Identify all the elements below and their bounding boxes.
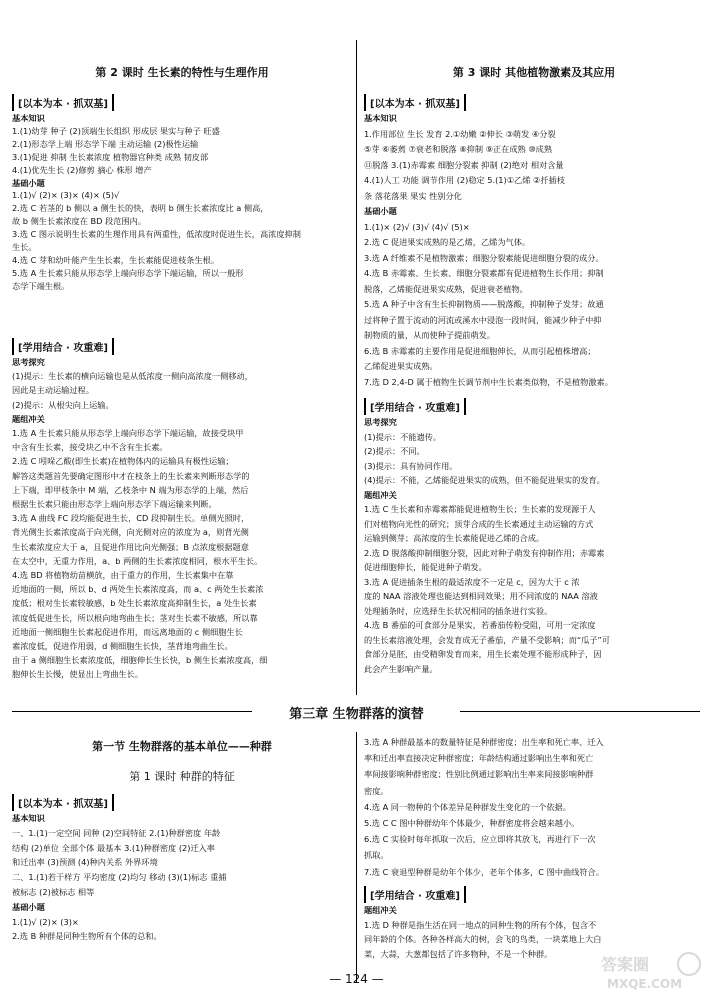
text-line: 由于 a 侧细胞生长素浓度低，细胞伸长生长快，b 侧生长素浓度高，细: [12, 655, 268, 666]
text-line: 2.(1)形态学上端 形态学下端 主动运输 (2)极性运输: [12, 138, 199, 149]
text-line: 5.选 A 生长素只能从形态学上端向形态学下端运输，所以一般形: [12, 267, 244, 278]
text-line: 4.选 A 同一物种的个体差异是种群发生变化的一个依据。: [364, 801, 571, 812]
chapter-title: 第三章 生物群落的演替: [289, 707, 424, 722]
section-header-basics-left: [以本为本 · 抓双基]: [12, 94, 114, 111]
text-line: 3.(1)促进 抑制 生长素浓度 植物器官种类 成熟 韧皮部: [12, 151, 209, 162]
lesson-title-bottom: 第 1 课时 种群的特征: [129, 770, 235, 783]
text-line: 上下端，即甲枝条中 M 端，乙枝条中 N 端为形态学的上端，然后: [12, 484, 249, 495]
subheading: 基本知识: [364, 113, 397, 123]
text-line: 1.(1)√ (2)× (3)× (4)× (5)√: [12, 190, 120, 201]
text-line: (3)提示：具有协同作用。: [364, 460, 458, 471]
column-divider-bottom: [356, 732, 357, 982]
text-line: 一、1.(1)一定空间 同种 (2)空间特征 2.(1)种群密度 年龄: [12, 827, 221, 838]
text-line: 4.(1)优先生长 (2)修剪 摘心 株形 增产: [12, 164, 152, 175]
text-line: 1.选 C 生长素和赤霉素都能促进植物生长；生长素的发现源于人: [364, 504, 596, 514]
text-line: 近地面一侧细胞生长素起促进作用，而远离地面的 c 侧细胞生长: [12, 626, 243, 637]
text-line: ⑤芽 ⑥萎蔫 ⑦衰老和脱落 ⑧抑制 ⑨正在成熟 ⑩成熟: [364, 144, 553, 154]
text-line: 7.选 C 衰退型种群是幼年个体少，老年个体多，C 图中曲线符合。: [364, 866, 604, 877]
text-line: (4)提示：不能，乙烯能促进果实的成熟，但不能促进果实的发育。: [364, 475, 605, 485]
svg-text:MXQE.COM: MXQE.COM: [607, 977, 683, 991]
text-line: 2.选 C 促进果实成熟的是乙烯，乙烯为气体。: [364, 237, 531, 247]
text-line: 食部分是胚，由受精卵发育而来，用生长素处理不能形成种子，因: [364, 649, 602, 659]
text-line: 1.(1)× (2)√ (3)√ (4)√ (5)×: [364, 221, 470, 232]
text-line: 5.选 C C 图中种群幼年个体最少，种群密度将会越来越小。: [364, 818, 580, 828]
text-line: 此会产生影响产量。: [364, 663, 438, 674]
text-line: 4.选 C 芽和幼叶能产生生长素，生长素能促进枝条生根。: [12, 254, 220, 265]
text-line: 故 b 侧生长素浓度在 BD 段范围内。: [12, 216, 146, 227]
text-line: (2)提示：从根尖向上运输。: [12, 399, 114, 410]
text-line: 3.选 A 纤维素不是植物激素；细胞分裂素能促进细胞分裂的成分。: [364, 252, 604, 263]
text-line: 3.选 C 图示说明生长素的生理作用具有两重性，低浓度时促进生长，高浓度抑制: [12, 229, 301, 240]
text-line: 同年龄的个体。各种各样高大的树，会飞的鸟类，一块菜地上大白: [364, 934, 602, 944]
text-line: 条 落花落果 果实 性别分化: [364, 190, 462, 201]
section-header-practice-bottom: [学用结合 · 攻重难]: [364, 886, 466, 903]
text-line: 6.选 C 实验时每年抓取一次后，应立即将其放飞，再进行下一次: [364, 834, 596, 845]
section-header-basics-right: [以本为本 · 抓双基]: [364, 94, 466, 111]
text-line: 胞伸长生长慢，使显出上弯曲生长。: [12, 669, 144, 680]
text-line: 4.选 B 番茄的可食部分是果实，若番茄传粉受阻，可用一定浓度: [364, 620, 596, 630]
subheading: 基本知识: [12, 813, 45, 823]
subheading: 基础小题: [364, 206, 397, 216]
text-line: 7.选 D 2,4-D 属于植物生长调节剂中生长素类似物，不是植物激素。: [364, 376, 613, 387]
text-line: 制物质的量，从而使种子提前萌发。: [364, 330, 496, 340]
text-line: 处理插条时，应选择生长状况相同的插条进行实验。: [364, 605, 553, 616]
text-line: 密度。: [364, 785, 389, 796]
text-line: 4.(1)人工 功能 调节作用 (2)稳定 5.(1)①乙烯 ②扦插枝: [364, 175, 565, 185]
text-line: 促进细胞伸长，能促进种子萌发。: [364, 562, 487, 572]
subheading: 基本知识: [12, 113, 45, 123]
text-line: 解答这类题首先要确定图形中才在枝条上的生长素来判断形态学的: [12, 470, 250, 481]
watermark-logo: [597, 950, 707, 994]
text-line: (1)提示：不能遗传。: [364, 431, 442, 442]
lesson-title-left: 第 2 课时 生长素的特性与生理作用: [95, 66, 269, 79]
text-line: 因此是主动运输过程。: [12, 385, 94, 396]
text-line: 态学下端生根。: [12, 280, 70, 291]
svg-text:答案圈: 答案圈: [601, 955, 650, 974]
section-header-practice-right: [学用结合 · 攻重难]: [364, 398, 466, 415]
text-line: 1.选 A 生长素只能从形态学上端向形态学下端运输，故接受块甲: [12, 428, 244, 438]
text-line: 近地面的一侧，所以 b、d 两处生长素浓度高，而 a、c 两处生长素浓: [12, 584, 264, 595]
subheading: 思考探究: [12, 357, 45, 367]
section-header-practice-left: [学用结合 · 攻重难]: [12, 338, 114, 355]
text-line: 素浓度低，促进作用弱，d 侧细胞生长快，茎背地弯曲生长。: [12, 641, 233, 651]
text-line: 浓度低促进生长，所以根向地弯曲生长；茎对生长素不敏感，所以靠: [12, 612, 258, 623]
text-line: 被标志 (2)被标志 相等: [12, 887, 95, 897]
text-line: 5.选 A 种子中含有生长抑制物质——脱落酸，抑制种子发芽；故通: [364, 299, 604, 309]
lesson-title-right: 第 3 课时 其他植物激素及其应用: [452, 66, 616, 79]
subheading: 题组冲关: [12, 413, 45, 424]
subheading: 思考探究: [364, 417, 397, 427]
text-line: 抓取。: [364, 850, 389, 861]
text-line: 运输到侧芽；高浓度的生长素能促进乙烯的合成。: [364, 533, 545, 543]
text-line: 生长素浓度应大于 a，且促进作用比向光侧强；B 点浓度根据题意: [12, 541, 249, 552]
text-line: 4.选 B 赤霉素、生长素、细胞分裂素都有促进植物生长作用；抑制: [364, 268, 604, 278]
text-line: 二、1.(1)若干样方 平均密度 (2)均匀 移动 (3)(1)标志 重捕: [12, 872, 227, 883]
text-line: 2.选 C 吲哚乙酸(即生长素)在植物体内的运输具有极性运输；: [12, 456, 234, 467]
text-line: 率和迁出率直接决定种群密度；年龄结构通过影响出生率和死亡: [364, 753, 594, 764]
text-line: 的生长素溶液处理，会发育成无子番茄，产量不受影响；而“瓜子”可: [364, 634, 610, 645]
text-line: 过将种子置于流动的河流或溪水中浸泡一段时间，能减少种子中抑: [364, 314, 602, 325]
text-line: (2)提示：不同。: [364, 446, 425, 456]
text-line: 6.选 B 赤霉素的主要作用是促进细胞伸长，从而引起植株增高；: [364, 345, 596, 356]
subheading: 题组冲关: [364, 489, 397, 500]
text-line: 2.选 C 若茎的 b 侧以 a 侧生长的快，表明 b 侧生长素浓度比 a 侧高，: [12, 203, 269, 214]
text-line: 和迁出率 (3)预测 (4)种内关系 外界环境: [12, 857, 158, 868]
text-line: 根据生长素只能由形态学上端向形态学下端运输来判断。: [12, 499, 217, 509]
section-header-basics-bottom: [以本为本 · 抓双基]: [12, 794, 114, 811]
section-title: 第一节 生物群落的基本单位——种群: [92, 740, 272, 753]
text-line: 4.选 BD 将植物幼苗横放，由于重力的作用，生长素集中在靠: [12, 570, 234, 580]
text-line: 2.选 B 种群是同种生物所有个体的总和。: [12, 931, 162, 942]
text-line: (1)提示：生长素的横向运输也是从低浓度一侧向高浓度一侧移动，: [12, 371, 253, 382]
text-line: 中含有生长素，接受块乙中不含有生长素。: [12, 442, 168, 453]
text-line: 背光侧生长素浓度高于向光侧，向光侧对应的浓度为 a，则背光侧: [12, 527, 249, 538]
text-line: 菜，大蒜，大葱都包括了许多物种，不是一个种群。: [364, 948, 553, 959]
text-line: 率间接影响种群密度；性别比例通过影响出生率来间接影响种群: [364, 769, 594, 780]
text-line: 度低；根对生长素较敏感，b 处生长素浓度高抑制生长，a 处生长素: [12, 598, 257, 609]
text-line: 1.(1)幼芽 种子 (2)顶端生长组织 形成层 果实与种子 旺盛: [12, 125, 220, 136]
text-line: 3.选 A 促进插条生根的最适浓度不一定是 c，因为大于 c 浓: [364, 576, 580, 587]
text-line: 3.选 A 曲线 FC 段均能促进生长，CD 段抑制生长。单侧光照时，: [12, 513, 250, 524]
text-line: 结构 (2)单位 全部个体 最基本 3.(1)种群密度 (2)迁入率: [12, 842, 215, 853]
text-line: 脱落，乙烯能促进果实成熟，促进衰老植物。: [364, 283, 528, 294]
text-line: 3.选 A 种群最基本的数量特征是种群密度；出生率和死亡率、迁入: [364, 737, 604, 747]
subheading: 基础小题: [12, 901, 45, 912]
text-line: 1.作用部位 生长 发育 2.①幼嫩 ②伸长 ③萌发 ④分裂: [364, 128, 556, 139]
text-line: 1.选 D 种群是指生活在同一地点的同种生物的所有个体，包含不: [364, 919, 597, 930]
text-line: 们对植物向光性的研究；顶芽合成的生长素通过主动运输的方式: [364, 518, 594, 529]
subheading: 基础小题: [12, 177, 45, 188]
text-line: 度的 NAA 溶液处理也能达到相同效果；用不同浓度的 NAA 溶液: [364, 591, 598, 601]
column-divider: [356, 40, 357, 695]
text-line: 生长。: [12, 242, 37, 252]
text-line: ⑪脱落 3.(1)赤霉素 细胞分裂素 抑制 (2)绝对 相对含量: [364, 159, 564, 170]
text-line: 乙烯促进果实成熟。: [364, 361, 438, 371]
subheading: 题组冲关: [364, 905, 397, 915]
text-line: 1.(1)√ (2)× (3)×: [12, 916, 79, 927]
text-line: 在太空中，无重力作用，a、b 两侧的生长素浓度相同，根水平生长。: [12, 555, 263, 566]
page-number: — 124 —: [329, 972, 384, 986]
text-line: 2.选 D 脱落酸抑制细胞分裂，因此对种子萌发有抑制作用；赤霉素: [364, 547, 605, 558]
